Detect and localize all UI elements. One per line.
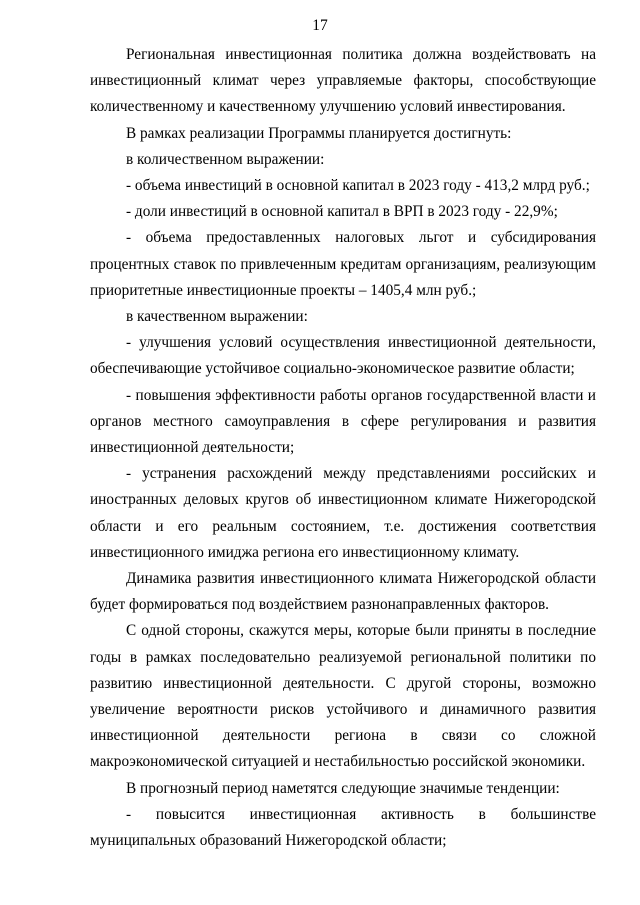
page-number: 17 (312, 17, 328, 34)
list-item: - объема предоставленных налоговых льгот и субсидирования процентных ставок по привлеченным кредитам организациям, реализующим приоритетные инвестиционные проекты – 1405,4 млн руб.; (90, 229, 596, 299)
list-item: - повысится инвестиционная активность в большинстве муниципальных образований Нижегородской области; (90, 805, 596, 850)
paragraph: Региональная инвестиционная политика должна воздействовать на инвестиционный климат через управляемые факторы, способствующие количественному и качественному улучшению условий инвестирования. (90, 46, 596, 116)
paragraph: В рамках реализации Программы планируется достигнуть: (126, 124, 512, 142)
paragraph: в качественном выражении: (126, 308, 308, 326)
list-item: - повышения эффективности работы органов государственной власти и органов местного самоуправления в сфере регулирования и развития инвестиционной деятельности; (90, 386, 596, 457)
list-item: - устранения расхождений между представлениями российских и иностранных деловых кругов об инвестиционном климате Нижегородской области и его реальным состоянием, т.е. достижения соответствия инвестиционного имиджа региона его инвестиционному климату. (90, 465, 596, 561)
list-item: - объема инвестиций в основной капитал в 2023 году - 413,2 млрд руб.; (126, 177, 590, 195)
paragraph: С одной стороны, скажутся меры, которые были приняты в последние годы в рамках последовательно реализуемой региональной политики по развитию инвестиционной деятельности. С другой стороны, возможно увеличение вероятности рисков устойчивого и динамичного развития инвестиционной деятельности региона в связи со сложной макроэкономической ситуацией и нестабильностью российской экономики. (90, 622, 596, 771)
paragraph: Динамика развития инвестиционного климата Нижегородской области будет формироваться под воздействием разнонаправленных факторов. (90, 570, 596, 614)
list-item: - улучшения условий осуществления инвестиционной деятельности, обеспечивающие устойчивое социально-экономическое развитие области; (90, 334, 596, 378)
paragraph: в количественном выражении: (126, 150, 325, 168)
document-body (90, 42, 596, 854)
list-item: - доли инвестиций в основной капитал в ВРП в 2023 году - 22,9%; (126, 203, 558, 221)
paragraph: В прогнозный период наметятся следующие значимые тенденции: (126, 779, 560, 797)
